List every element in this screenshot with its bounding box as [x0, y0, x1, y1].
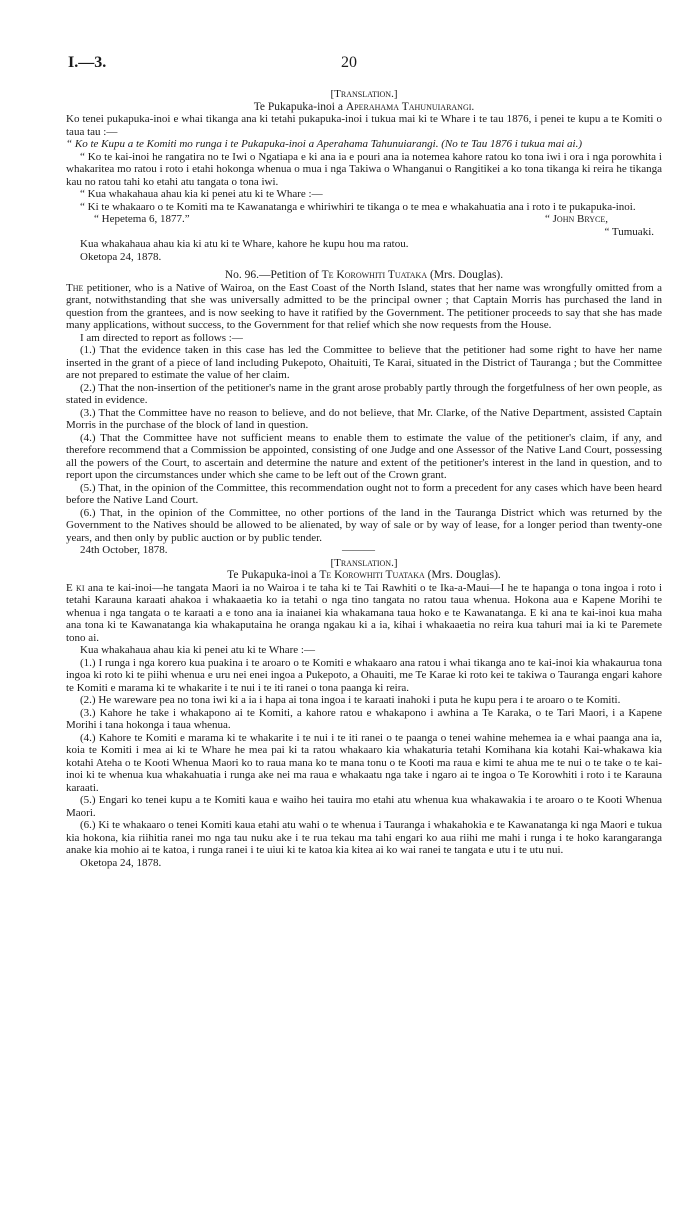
translation2-item-5: (5.) Engari ko tenei kupu a te Komiti kaua e waiho hei tauira mo etahi atu whenua kua whakawakia i te aroaro o te Kooti Whenua Maori.: [66, 794, 662, 819]
petition-item-6: (6.) That, in the opinion of the Committee, no other portions of the land in the Tauranga District which was returned by the Government to the Natives should be allowed to be alienated, by way of sale or by way of lease, for a longer period than twenty-one years, and then only by public auction or by public tender.: [66, 506, 662, 544]
translation-quote: [66, 138, 662, 151]
translation-paragraph-4: Kua whakahaua ahau kia ki atu ki te Whare, kahore he kupu hou ma ratou.: [80, 238, 409, 250]
translation-paragraph-1: “ Ko te kai-inoi he rangatira no te Iwi o Ngatiapa e ki ana ia e pouri ana ia notemea kahore ratou ko tona iwi i ora i nga porowhita i whakaritea mo ratou i roto i etahi hokonga whenua o mua i nga Takiwa o Whanganui o Rangitikei a ko tona tikanga ki reira he tikanga kau no ratou tahi ko etahi atu tangata o tona iwi.: [66, 150, 662, 188]
petition-title-name: Te Korowhiti Tuataka: [321, 269, 428, 281]
translation-quote-title: “ Ko te Kupu a te Komiti mo runga i te Pukapuka-inoi a Aperahama Tahunuiarangi.: [66, 138, 439, 150]
petition-summary-text: petitioner, who is a Native of Wairoa, on the East Coast of the North Island, states that her name was wrongfully omitted from a grant, notwithstanding that she was universally admitted to be the principal owner ; that Captain Morris has purchased the land in question from the grantees, and is now seeking to have it ratified by the Government. The petitioner proceeds to say that she has made many applications, without success, to the Government for that relief which she now requests from the House.: [66, 281, 662, 331]
translation2-label: [Translation.]: [330, 556, 398, 569]
petition-title-suffix: (Mrs. Douglas).: [427, 269, 504, 281]
translation2-summary-text: ana te kai-inoi—he tangata Maori ia no Wairoa i te taha ki te Tai Rawhiti o te Ika-a-Maui—I he te hapanga o tona ingoa i roto i tetahi Karauna karaati ahakoa i whakaaetia ko ia tetahi o nga tino tangata no ratou taua whenua. Hokona aua e Kapene Morihi te whenua i nga tangata o te karaati a e tono ana ia inaianei kia whakamana taua hoko e te Kawanatanga. E ki ana te kai-inoi kua maha ana tona ki te Kawanatanga kia whakaputaina he oranga ngakau ki a ia, kihai i whakaaetia no reira kua tahuri mai ia ki te Paremete tono ai.: [66, 581, 663, 644]
translation2-title: [66, 569, 662, 582]
petition-directed: I am directed to report as follows :—: [80, 331, 243, 344]
translation-signature-row: [66, 213, 662, 226]
petition-date-row: [66, 544, 662, 557]
page-number: 20: [341, 54, 357, 71]
translation2-title-prefix: Te Pukapuka-inoi a: [227, 569, 320, 581]
translation2-item-3: (3.) Kahore he take i whakapono ai te Komiti, a kahore ratou e whakapono i awhina a Te Karaka, o te Tari Maori, i a Kapene Morihi i tana hokonga i taua whenua.: [66, 706, 662, 731]
signature-name: “ John Bryce,: [545, 213, 608, 225]
translation-date: Oketopa 24, 1878.: [80, 250, 162, 263]
petition-item-4: (4.) That the Committee have not sufficient means to enable them to estimate the value of the petitioner's claim, if any, and therefore recommend that a Commission be appointed, consisting of one Judge and one Assessor of the Native Land Court, possessing all the powers of the Court, to ascertain and determine the nature and extent of the petitioner's interest in the land in question, and to report upon the circumstances under which she came to be left out of the Crown grant.: [66, 431, 662, 481]
petition-title: [66, 269, 662, 282]
translation2-lead-word: E ki: [66, 581, 85, 594]
translation-paragraph-3: “ Ki te whakaaro o te Komiti ma te Kawanatanga e whiriwhiri te tikanga o te mea e whakahuatia ana i roto i te pukapuka-inoi.: [80, 200, 636, 213]
petition-date: 24th October, 1878.: [80, 544, 168, 556]
translation2-item-1: (1.) I runga i nga korero kua puakina i te aroaro o te Komiti e whakaaro ana ratou i whai tikanga ano te kai-inoi kia whakaurua tona ingoa ki roto ki te piihi whenua e uru nei enei ingoa a Pukepoto, a Ohauiti, me Te Karae ki roto kei te takiwa o Tauranga engari kahore te Komiti e marama ki te whakarite i te nui i te iti ranei o tona paanga ki reira.: [66, 656, 662, 694]
report-reference: I.—3.: [68, 54, 107, 71]
translation-quote-note: (No te Tau 1876 i tukua mai ai.): [441, 138, 582, 150]
page-body: [66, 88, 662, 869]
petition-item-5: (5.) That, in the opinion of the Committee, this recommendation ought not to form a precedent for any cases which have been heard before the Native Land Court.: [66, 481, 662, 506]
petition-title-prefix: No. 96.—Petition of: [224, 269, 322, 281]
translation-label: [Translation.]: [330, 88, 398, 100]
translation-paragraph-2: “ Kua whakahaua ahau kia ki penei atu ki te Whare :—: [80, 188, 323, 200]
section-separator: ———: [342, 544, 375, 556]
petition-summary: [66, 282, 662, 332]
translation-title-prefix: Te Pukapuka-inoi a: [253, 100, 346, 113]
translation-title-name: Aperahama Tahunuiarangi.: [345, 100, 475, 113]
petition-item-3: (3.) That the Committee have no reason to believe, and do not believe, that Mr. Clarke, of the Native Department, assisted Captain Morris in the purchase of the block of land in question.: [66, 406, 662, 431]
translation-date-left: “ Hepetema 6, 1877.”: [94, 213, 190, 225]
petition-lead-word: The: [66, 281, 84, 294]
petition-item-1: (1.) That the evidence taken in this case has led the Committee to believe that the petitioner had some right to have her name inserted in the grant of a piece of land including Pukepoto, Ohaituiti, Te Karai, situated in the District of Tauranga ; but the Committee are not prepared to estimate the value of her claim.: [66, 344, 662, 381]
translation2-item-2: (2.) He wareware pea no tona iwi ki a ia i hapa ai tona ingoa i te karaati inahoki i puta he kupu pera i te aroaro o te Komiti.: [80, 694, 621, 706]
translation2-item-4: (4.) Kahore te Komiti e marama ki te whakarite i te nui i te iti ranei o te paanga o tenei wahine mehemea ia e whai paanga ana ia, koia te Komiti i mea ai ki te Whare he mea pai ki ta ratou whakaaro kia whakaturia tetahi Komihana kia kotahi Kai-whakawa kia kotahi Ateha o te Kooti Whenua Maori ko to raua mana ko te mana tonu o te Kooti ma raua e kimi te ahua me te nui o te take o te kai-inoi ki te whenua kua whakahuatia i runga ake nei ma raua e whakaatu nga take i ngaro ai te ingoa o Te Korowhiti i roto i te Karauna karaati.: [66, 731, 662, 794]
translation2-item-6: (6.) Ki te whakaaro o tenei Komiti kaua etahi atu wahi o te whenua i Tauranga i whakahokia e te Kawanatanga ki nga Maori e tukua kia hokona, kia riihitia ranei mo nga tau nuku ake i te rua tekau ma tahi engari ko aua riihi me mahi i runga i te hoko karangaranga anake kia mohio ai te katoa, i runga ranei i te uiui ki te katoa kia kitea ai ko wai ranei te tangata e utu i te utu nui.: [66, 819, 662, 856]
translation2-directed: Kua whakahaua ahau kia ki penei atu ki te Whare :—: [80, 644, 315, 656]
petition-item-2: (2.) That the non-insertion of the petitioner's name in the grant arose probably partly through the forgetfulness of her own people, as stated in evidence.: [66, 381, 662, 406]
signature-title: “ Tumuaki.: [604, 225, 654, 238]
translation2-title-suffix: (Mrs. Douglas).: [424, 569, 501, 581]
translation-intro: Ko tenei pukapuka-inoi e whai tikanga ana ki tetahi pukapuka-inoi i tukua mai ki te Whare i te tau 1876, i penei te kupu a te Komiti o taua tau :—: [66, 113, 662, 138]
translation-title: [66, 101, 662, 114]
translation2-summary: [66, 582, 662, 645]
translation2-title-name: Te Korowhiti Tuataka: [319, 569, 425, 581]
translation2-date: Oketopa 24, 1878.: [80, 856, 162, 869]
